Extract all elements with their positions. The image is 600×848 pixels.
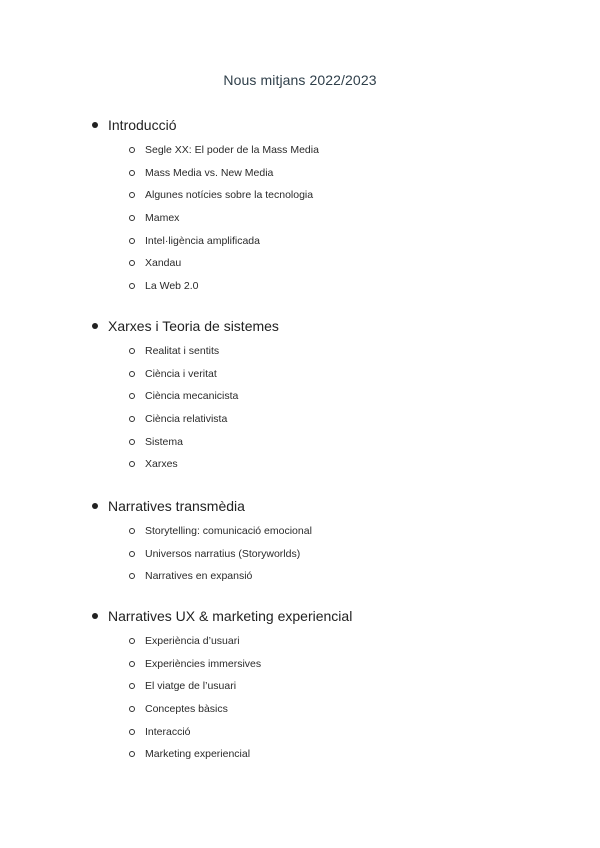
section-header bbox=[92, 115, 562, 135]
hollow-bullet-icon bbox=[129, 751, 135, 757]
list-item-label: Ciència mecanicista bbox=[145, 390, 239, 403]
list-item-label: Segle XX: El poder de la Mass Media bbox=[145, 144, 319, 156]
hollow-bullet-icon bbox=[129, 147, 135, 153]
list-item-label: Conceptes bàsics bbox=[145, 703, 228, 716]
hollow-bullet-icon bbox=[129, 393, 135, 399]
hollow-bullet-icon bbox=[129, 238, 135, 244]
hollow-bullet-icon bbox=[129, 192, 135, 198]
hollow-bullet-icon bbox=[129, 439, 135, 445]
list-item bbox=[92, 565, 562, 588]
list-item-label: Ciència relativista bbox=[145, 413, 228, 426]
filled-bullet-icon bbox=[92, 613, 98, 619]
list-item-label: Experiència d’usuari bbox=[145, 635, 240, 647]
sub-list bbox=[92, 520, 562, 588]
section-title: Introducció bbox=[108, 117, 177, 133]
section-introduccio bbox=[92, 115, 562, 298]
hollow-bullet-icon bbox=[129, 416, 135, 422]
list-item-label: Mass Media vs. New Media bbox=[145, 166, 274, 179]
list-item-label: Xarxes bbox=[145, 458, 178, 471]
list-item bbox=[92, 230, 562, 253]
list-item bbox=[92, 675, 562, 698]
list-item bbox=[92, 207, 562, 230]
list-item-label: La Web 2.0 bbox=[145, 280, 199, 293]
list-item bbox=[92, 139, 562, 162]
section-xarxes bbox=[92, 316, 562, 476]
hollow-bullet-icon bbox=[129, 528, 135, 534]
hollow-bullet-icon bbox=[129, 461, 135, 467]
list-item-label: Realitat i sentits bbox=[145, 345, 220, 357]
section-narratives-ux bbox=[92, 606, 562, 766]
filled-bullet-icon bbox=[92, 323, 98, 329]
section-title: Narratives transmèdia bbox=[108, 498, 245, 514]
list-item bbox=[92, 520, 562, 543]
list-item bbox=[92, 698, 562, 721]
list-item-label: Ciència i veritat bbox=[145, 367, 217, 380]
hollow-bullet-icon bbox=[129, 683, 135, 689]
list-item bbox=[92, 162, 562, 185]
hollow-bullet-icon bbox=[129, 283, 135, 289]
sub-list bbox=[92, 139, 562, 298]
list-item-label: Interacció bbox=[145, 725, 191, 738]
list-item-label: Universos narratius (Storyworlds) bbox=[145, 547, 301, 560]
list-item bbox=[92, 184, 562, 207]
list-item bbox=[92, 743, 562, 766]
hollow-bullet-icon bbox=[129, 706, 135, 712]
section-header bbox=[92, 606, 562, 626]
section-title: Narratives UX & marketing experiencial bbox=[108, 608, 353, 624]
list-item bbox=[92, 385, 562, 408]
hollow-bullet-icon bbox=[129, 348, 135, 354]
list-item-label: Intel·ligència amplificada bbox=[145, 234, 260, 247]
sub-list bbox=[92, 340, 562, 476]
list-item bbox=[92, 543, 562, 566]
list-item-label: Storytelling: comunicació emocional bbox=[145, 525, 312, 537]
section-narratives-transmedia bbox=[92, 496, 562, 588]
list-item bbox=[92, 630, 562, 653]
list-item bbox=[92, 363, 562, 386]
list-item-label: Narratives en expansió bbox=[145, 570, 253, 583]
list-item bbox=[92, 340, 562, 363]
list-item-label: Sistema bbox=[145, 435, 183, 448]
list-item bbox=[92, 431, 562, 454]
hollow-bullet-icon bbox=[129, 729, 135, 735]
hollow-bullet-icon bbox=[129, 573, 135, 579]
hollow-bullet-icon bbox=[129, 260, 135, 266]
hollow-bullet-icon bbox=[129, 170, 135, 176]
list-item-label: Mamex bbox=[145, 212, 180, 225]
list-item-label: Marketing experiencial bbox=[145, 748, 251, 761]
list-item-label: Experiències immersives bbox=[145, 657, 262, 670]
page-title: Nous mitjans 2022/2023 bbox=[223, 72, 377, 88]
section-title: Xarxes i Teoria de sistemes bbox=[108, 318, 279, 334]
list-item bbox=[92, 453, 562, 476]
hollow-bullet-icon bbox=[129, 638, 135, 644]
list-item-label: El viatge de l’usuari bbox=[145, 680, 237, 693]
hollow-bullet-icon bbox=[129, 661, 135, 667]
list-item bbox=[92, 721, 562, 744]
list-item-label: Algunes notícies sobre la tecnologia bbox=[145, 189, 314, 202]
section-header bbox=[92, 316, 562, 336]
sub-list bbox=[92, 630, 562, 766]
hollow-bullet-icon bbox=[129, 215, 135, 221]
list-item bbox=[92, 252, 562, 275]
hollow-bullet-icon bbox=[129, 551, 135, 557]
list-item bbox=[92, 653, 562, 676]
list-item-label: Xandau bbox=[145, 257, 182, 270]
filled-bullet-icon bbox=[92, 503, 98, 509]
list-item bbox=[92, 275, 562, 298]
hollow-bullet-icon bbox=[129, 371, 135, 377]
section-header bbox=[92, 496, 562, 516]
filled-bullet-icon bbox=[92, 122, 98, 128]
list-item bbox=[92, 408, 562, 431]
